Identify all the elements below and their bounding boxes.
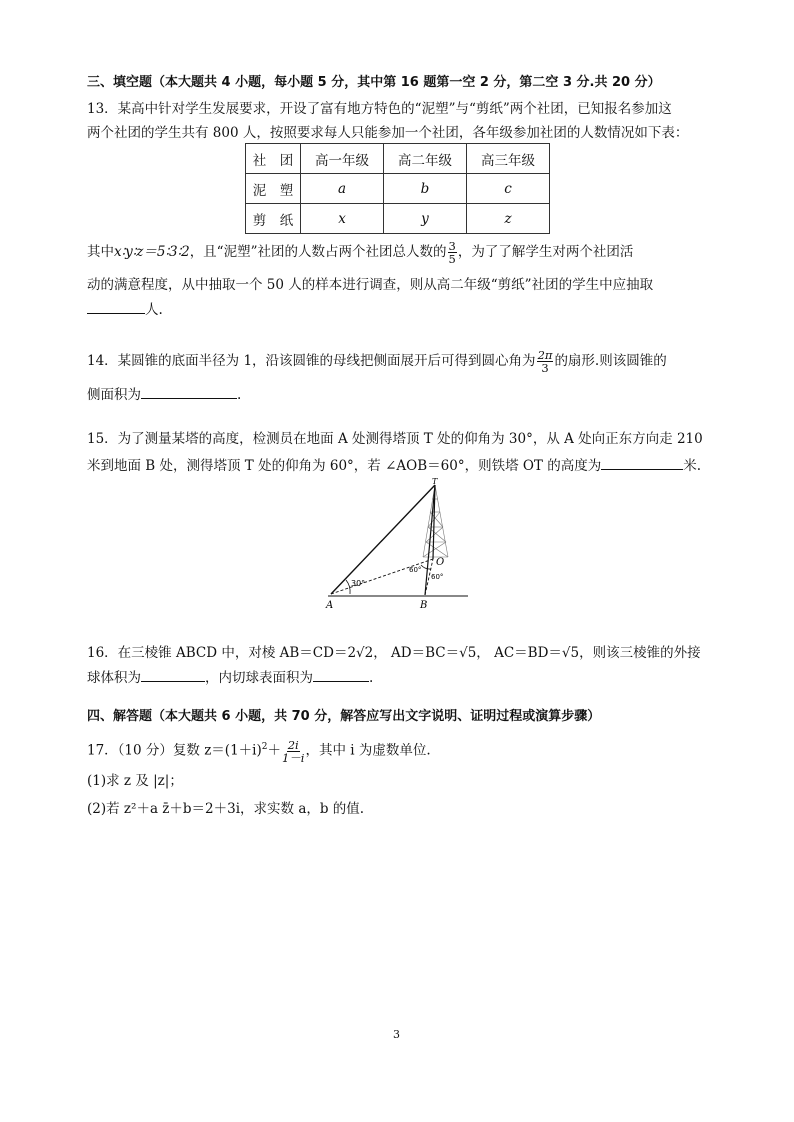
fraction-numerator: 2i: [287, 737, 299, 752]
table-row: [246, 174, 550, 204]
q13-fraction: [448, 240, 457, 265]
table-row: [246, 204, 550, 234]
q13-ratio: x∶y∶z＝5∶3∶2: [114, 244, 190, 260]
q17-fraction: [282, 739, 305, 764]
q14-text: 侧面积为: [87, 387, 141, 403]
q16-line-1: 16．在三棱锥 ABCD 中，对棱 AB＝CD＝2√2， AD＝BC＝√5， AC＝BD＝√5，则该三棱锥的外接: [87, 645, 701, 661]
q15-line-1: 15．为了测量某塔的高度，检测员在地面 A 处测得塔顶 T 处的仰角为 30°，从 A 处向正东方向走 210: [87, 431, 703, 447]
label-o: O: [436, 557, 445, 568]
fraction-denominator: 1－i: [281, 750, 305, 765]
q14-line-1: [87, 349, 667, 374]
q14-text: .: [237, 387, 242, 403]
q15-line-2: [87, 455, 701, 476]
q13-line-2: 两个社团的学生共有 800 人，按照要求每人只能参加一个社团，各年级参加社团的人数情况如下表：: [87, 125, 689, 141]
fraction-denominator: 5: [448, 252, 456, 266]
line-ao: [331, 559, 433, 594]
table-cell: y: [384, 204, 467, 234]
table-cell: 剪 纸: [246, 204, 301, 234]
table-header-cell: 高一年级: [301, 144, 384, 174]
q13-line-5: [87, 299, 163, 320]
table-cell: z: [467, 204, 550, 234]
table-cell: x: [301, 204, 384, 234]
label-angle-o: 60°: [409, 566, 422, 574]
q17-exponent: 2: [261, 742, 268, 752]
page-number: 3: [393, 1028, 400, 1041]
fraction-denominator: 3: [541, 361, 549, 375]
fraction-numerator: 2π: [537, 348, 553, 362]
table-header-row: [246, 144, 550, 174]
tower-icon: [423, 485, 448, 557]
section-3-heading: 三、填空题（本大题共 4 小题，每小题 5 分，其中第 16 题第一空 2 分，第二空 3 分.共 20 分）: [87, 75, 661, 90]
table-header-cell: 社 团: [246, 144, 301, 174]
q15-text: 米到地面 B 处，测得塔顶 T 处的仰角为 60°，若 ∠AOB＝60°，则铁塔 OT 的高度为: [87, 458, 602, 474]
q13-line-1: 13．某高中针对学生发展要求，开设了富有地方特色的“泥塑”与“剪纸”两个社团，已知报名参加这: [87, 101, 672, 117]
q14-line-2: [87, 384, 241, 405]
line-ta: [331, 485, 435, 594]
label-t: T: [432, 477, 438, 486]
fraction-numerator: 3: [448, 239, 456, 253]
q17-text: ＋: [267, 742, 281, 759]
q16-text: .: [369, 670, 374, 686]
q17-text: ，其中 i 为虚数单位.: [305, 742, 431, 759]
answer-blank[interactable]: [141, 667, 205, 682]
tower-diagram: [320, 477, 480, 612]
angle-arc-o: [421, 565, 431, 569]
label-angle-b: 60°: [431, 573, 444, 581]
q16-text: 球体积为: [87, 670, 141, 686]
q14-text: 的扇形.则该圆锥的: [554, 353, 667, 369]
angle-arc-a: [346, 580, 350, 594]
section-4-heading: 四、解答题（本大题共 6 小题，共 70 分，解答应写出文字说明、证明过程或演算步骤）: [87, 709, 601, 724]
q14-text: 14．某圆锥的底面半径为 1，沿该圆锥的母线把侧面展开后可得到圆心角为: [87, 353, 536, 369]
q16-text: ，内切球表面积为: [205, 670, 313, 686]
label-a: A: [326, 600, 334, 611]
q17-line-1: [87, 737, 431, 764]
q17-part-1: (1)求 z 及 |z|；: [87, 773, 183, 789]
answer-blank[interactable]: [313, 667, 369, 682]
q17-text: 17．（10 分）复数 z＝(1＋i): [87, 742, 262, 759]
table-header-cell: 高三年级: [467, 144, 550, 174]
table-cell: 泥 塑: [246, 174, 301, 204]
club-table: [245, 143, 550, 234]
q17-part-2: (2)若 z²＋a z̄＋b＝2＋3i，求实数 a，b 的值.: [87, 801, 365, 817]
table-header-cell: 高二年级: [384, 144, 467, 174]
table-cell: b: [384, 174, 467, 204]
q13-text: ，为了了解学生对两个社团活: [457, 244, 634, 260]
q13-line-3: [87, 240, 633, 265]
table-cell: a: [301, 174, 384, 204]
answer-blank[interactable]: [601, 455, 683, 470]
q13-text: 其中: [87, 244, 114, 260]
answer-blank[interactable]: [141, 384, 237, 399]
q13-text: ，且“泥塑”社团的人数占两个社团总人数的: [189, 244, 447, 260]
q16-line-2: [87, 667, 373, 688]
q13-line-4: 动的满意程度，从中抽取一个 50 人的样本进行调查，则从高二年级“剪纸”社团的学生中应抽取: [87, 277, 654, 293]
q14-fraction: [537, 349, 554, 374]
table-cell: c: [467, 174, 550, 204]
q15-text: 米.: [683, 458, 702, 474]
label-b: B: [420, 600, 428, 611]
q13-text: 人.: [145, 302, 163, 318]
answer-blank[interactable]: [87, 299, 145, 314]
label-angle-a: 30°: [351, 579, 366, 588]
